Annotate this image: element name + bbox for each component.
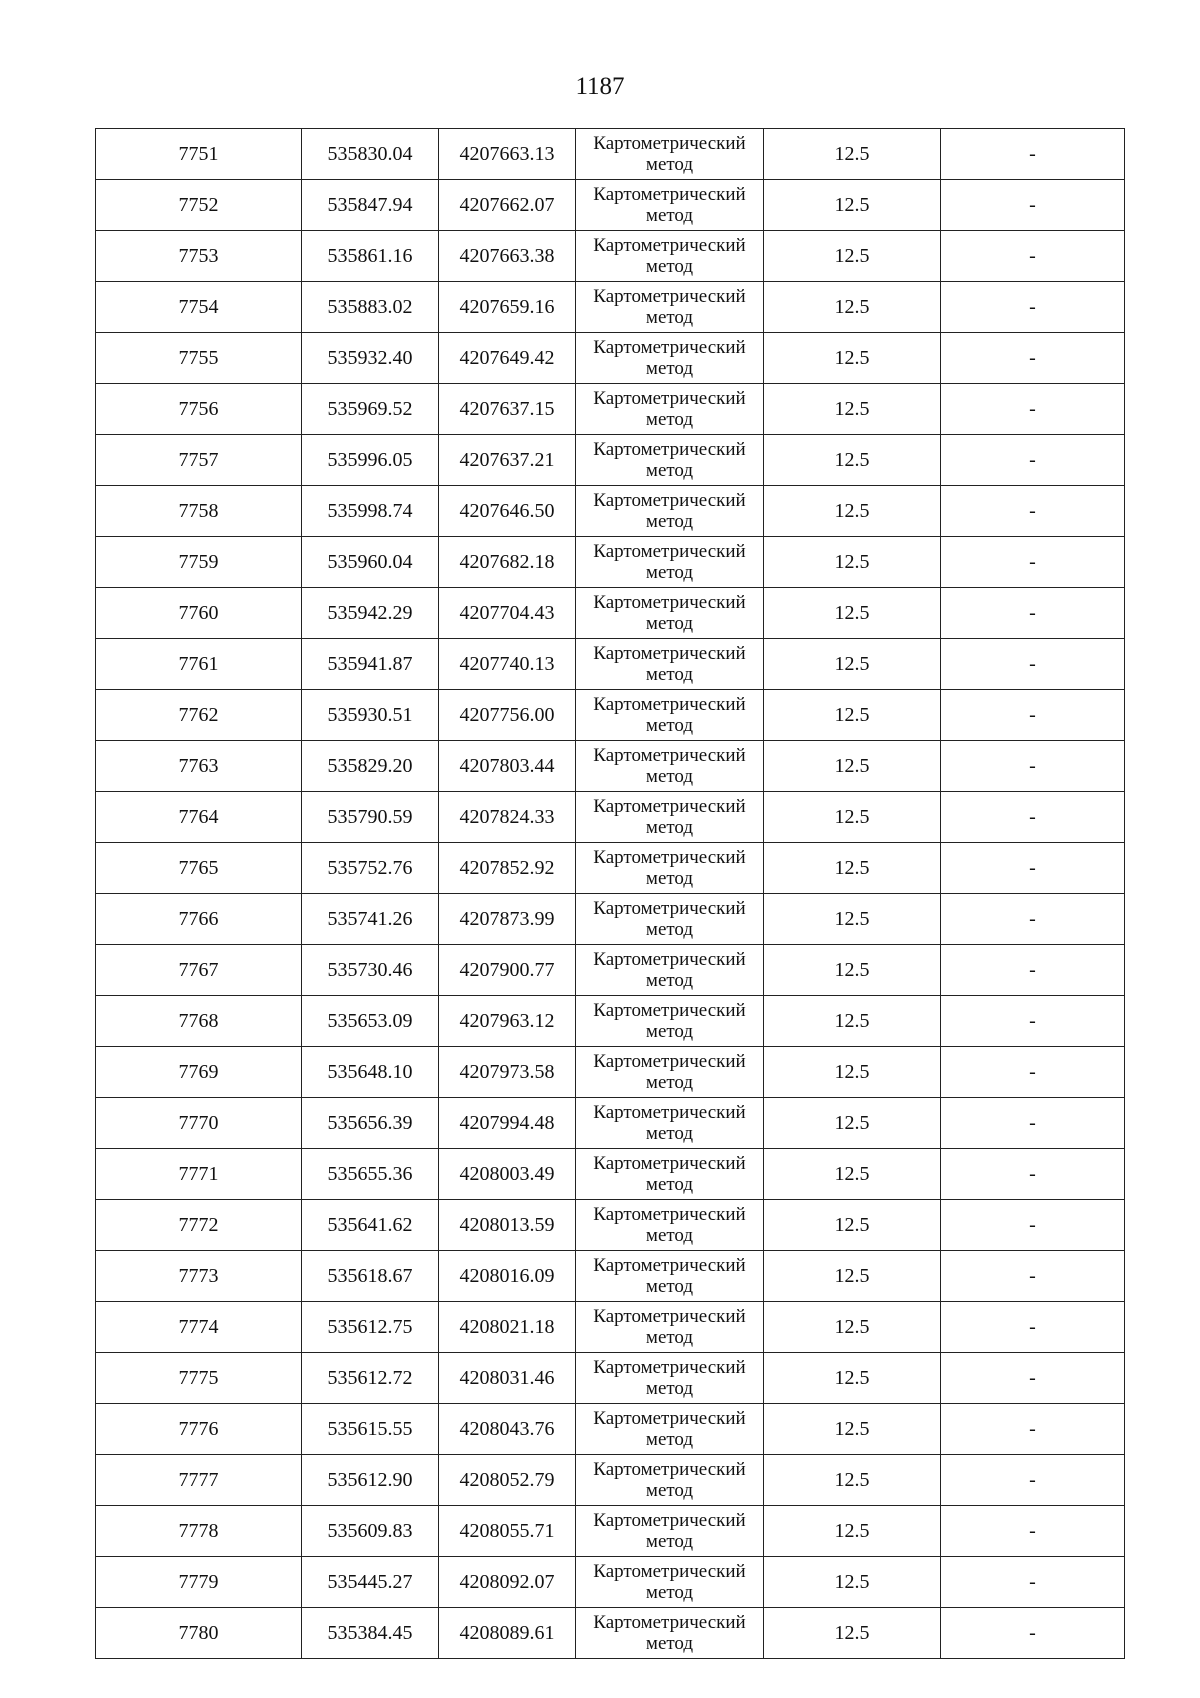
table-row — [96, 1200, 1125, 1251]
method-line-1: Картометрический — [593, 1561, 746, 1582]
method-cell — [576, 894, 764, 945]
point-number-cell: 7760 — [96, 588, 302, 639]
accuracy-cell: 12.5 — [764, 690, 941, 741]
x-coordinate-cell: 535445.27 — [302, 1557, 439, 1608]
method-cell — [576, 1506, 764, 1557]
table-row — [96, 894, 1125, 945]
table-row — [96, 996, 1125, 1047]
point-number-cell: 7775 — [96, 1353, 302, 1404]
table-row — [96, 282, 1125, 333]
note-cell: - — [941, 639, 1125, 690]
method-line-2: метод — [645, 868, 694, 889]
page-number: 1187 — [575, 73, 625, 100]
y-coordinate-cell: 4207663.13 — [439, 129, 576, 180]
method-line-1: Картометрический — [593, 796, 746, 817]
accuracy-cell: 12.5 — [764, 1353, 941, 1404]
point-number-cell: 7753 — [96, 231, 302, 282]
method-line-1: Картометрический — [593, 1153, 746, 1174]
x-coordinate-cell: 535829.20 — [302, 741, 439, 792]
method-line-1: Картометрический — [593, 1459, 746, 1480]
y-coordinate-cell: 4207704.43 — [439, 588, 576, 639]
accuracy-cell: 12.5 — [764, 180, 941, 231]
x-coordinate-cell: 535655.36 — [302, 1149, 439, 1200]
x-coordinate-cell: 535384.45 — [302, 1608, 439, 1659]
point-number-cell: 7755 — [96, 333, 302, 384]
method-line-2: метод — [645, 715, 694, 736]
note-cell: - — [941, 435, 1125, 486]
point-number-cell: 7758 — [96, 486, 302, 537]
method-cell — [576, 486, 764, 537]
accuracy-cell: 12.5 — [764, 333, 941, 384]
point-number-cell: 7759 — [96, 537, 302, 588]
point-number-cell: 7770 — [96, 1098, 302, 1149]
method-line-1: Картометрический — [593, 694, 746, 715]
note-cell: - — [941, 894, 1125, 945]
note-cell: - — [941, 282, 1125, 333]
note-cell: - — [941, 1149, 1125, 1200]
method-line-2: метод — [645, 1633, 694, 1654]
method-line-1: Картометрический — [593, 643, 746, 664]
table-row — [96, 486, 1125, 537]
method-line-1: Картометрический — [593, 745, 746, 766]
x-coordinate-cell: 535653.09 — [302, 996, 439, 1047]
note-cell: - — [941, 741, 1125, 792]
accuracy-cell: 12.5 — [764, 129, 941, 180]
method-line-1: Картометрический — [593, 541, 746, 562]
point-number-cell: 7751 — [96, 129, 302, 180]
y-coordinate-cell: 4208021.18 — [439, 1302, 576, 1353]
method-line-1: Картометрический — [593, 439, 746, 460]
method-line-2: метод — [645, 1327, 694, 1348]
method-cell — [576, 1200, 764, 1251]
x-coordinate-cell: 535830.04 — [302, 129, 439, 180]
point-number-cell: 7771 — [96, 1149, 302, 1200]
point-number-cell: 7774 — [96, 1302, 302, 1353]
y-coordinate-cell: 4207873.99 — [439, 894, 576, 945]
method-cell — [576, 996, 764, 1047]
method-cell — [576, 129, 764, 180]
accuracy-cell: 12.5 — [764, 894, 941, 945]
note-cell: - — [941, 1506, 1125, 1557]
method-line-2: метод — [645, 1123, 694, 1144]
table-row — [96, 384, 1125, 435]
method-line-2: метод — [645, 1480, 694, 1501]
method-cell — [576, 282, 764, 333]
point-number-cell: 7752 — [96, 180, 302, 231]
method-line-2: метод — [645, 460, 694, 481]
table-row — [96, 129, 1125, 180]
table-row — [96, 792, 1125, 843]
method-line-1: Картометрический — [593, 490, 746, 511]
x-coordinate-cell: 535883.02 — [302, 282, 439, 333]
note-cell: - — [941, 1098, 1125, 1149]
accuracy-cell: 12.5 — [764, 1506, 941, 1557]
table-row — [96, 231, 1125, 282]
note-cell: - — [941, 1455, 1125, 1506]
table-row — [96, 843, 1125, 894]
note-cell: - — [941, 792, 1125, 843]
y-coordinate-cell: 4207994.48 — [439, 1098, 576, 1149]
x-coordinate-cell: 535612.72 — [302, 1353, 439, 1404]
x-coordinate-cell: 535612.75 — [302, 1302, 439, 1353]
method-line-1: Картометрический — [593, 235, 746, 256]
y-coordinate-cell: 4208013.59 — [439, 1200, 576, 1251]
point-number-cell: 7773 — [96, 1251, 302, 1302]
y-coordinate-cell: 4207682.18 — [439, 537, 576, 588]
method-cell — [576, 588, 764, 639]
x-coordinate-cell: 535612.90 — [302, 1455, 439, 1506]
accuracy-cell: 12.5 — [764, 1302, 941, 1353]
method-line-2: метод — [645, 1429, 694, 1450]
note-cell: - — [941, 1047, 1125, 1098]
method-line-2: метод — [645, 1378, 694, 1399]
y-coordinate-cell: 4207663.38 — [439, 231, 576, 282]
coordinates-table — [95, 128, 1125, 1659]
method-line-1: Картометрический — [593, 1510, 746, 1531]
method-cell — [576, 435, 764, 486]
method-cell — [576, 1251, 764, 1302]
method-line-2: метод — [645, 562, 694, 583]
point-number-cell: 7756 — [96, 384, 302, 435]
point-number-cell: 7768 — [96, 996, 302, 1047]
method-line-2: метод — [645, 1531, 694, 1552]
method-line-1: Картометрический — [593, 184, 746, 205]
method-line-2: метод — [645, 817, 694, 838]
y-coordinate-cell: 4208052.79 — [439, 1455, 576, 1506]
method-cell — [576, 945, 764, 996]
table-row — [96, 588, 1125, 639]
accuracy-cell: 12.5 — [764, 1098, 941, 1149]
x-coordinate-cell: 535941.87 — [302, 639, 439, 690]
method-cell — [576, 231, 764, 282]
method-cell — [576, 1608, 764, 1659]
method-cell — [576, 690, 764, 741]
table-row — [96, 180, 1125, 231]
y-coordinate-cell: 4207852.92 — [439, 843, 576, 894]
x-coordinate-cell: 535730.46 — [302, 945, 439, 996]
y-coordinate-cell: 4207637.15 — [439, 384, 576, 435]
x-coordinate-cell: 535615.55 — [302, 1404, 439, 1455]
accuracy-cell: 12.5 — [764, 945, 941, 996]
method-line-1: Картометрический — [593, 1204, 746, 1225]
method-line-1: Картометрический — [593, 898, 746, 919]
point-number-cell: 7780 — [96, 1608, 302, 1659]
table-row — [96, 435, 1125, 486]
accuracy-cell: 12.5 — [764, 792, 941, 843]
method-line-1: Картометрический — [593, 1102, 746, 1123]
x-coordinate-cell: 535752.76 — [302, 843, 439, 894]
point-number-cell: 7767 — [96, 945, 302, 996]
y-coordinate-cell: 4208016.09 — [439, 1251, 576, 1302]
note-cell: - — [941, 588, 1125, 639]
x-coordinate-cell: 535656.39 — [302, 1098, 439, 1149]
method-line-2: метод — [645, 409, 694, 430]
method-cell — [576, 1404, 764, 1455]
y-coordinate-cell: 4207900.77 — [439, 945, 576, 996]
accuracy-cell: 12.5 — [764, 1149, 941, 1200]
method-line-1: Картометрический — [593, 592, 746, 613]
point-number-cell: 7778 — [96, 1506, 302, 1557]
point-number-cell: 7769 — [96, 1047, 302, 1098]
accuracy-cell: 12.5 — [764, 435, 941, 486]
x-coordinate-cell: 535641.62 — [302, 1200, 439, 1251]
note-cell: - — [941, 1404, 1125, 1455]
y-coordinate-cell: 4207756.00 — [439, 690, 576, 741]
table-row — [96, 1302, 1125, 1353]
table-row — [96, 537, 1125, 588]
method-cell — [576, 384, 764, 435]
accuracy-cell: 12.5 — [764, 1455, 941, 1506]
method-line-2: метод — [645, 256, 694, 277]
method-line-2: метод — [645, 1021, 694, 1042]
method-line-1: Картометрический — [593, 1357, 746, 1378]
y-coordinate-cell: 4207963.12 — [439, 996, 576, 1047]
point-number-cell: 7772 — [96, 1200, 302, 1251]
y-coordinate-cell: 4207659.16 — [439, 282, 576, 333]
accuracy-cell: 12.5 — [764, 537, 941, 588]
accuracy-cell: 12.5 — [764, 1200, 941, 1251]
y-coordinate-cell: 4207740.13 — [439, 639, 576, 690]
method-line-2: метод — [645, 511, 694, 532]
note-cell: - — [941, 1608, 1125, 1659]
accuracy-cell: 12.5 — [764, 1251, 941, 1302]
y-coordinate-cell: 4208031.46 — [439, 1353, 576, 1404]
point-number-cell: 7757 — [96, 435, 302, 486]
point-number-cell: 7763 — [96, 741, 302, 792]
point-number-cell: 7761 — [96, 639, 302, 690]
table-row — [96, 1098, 1125, 1149]
method-line-1: Картометрический — [593, 337, 746, 358]
method-line-1: Картометрический — [593, 133, 746, 154]
table-row — [96, 945, 1125, 996]
x-coordinate-cell: 535648.10 — [302, 1047, 439, 1098]
table-row — [96, 1557, 1125, 1608]
method-line-2: метод — [645, 919, 694, 940]
table-row — [96, 1149, 1125, 1200]
accuracy-cell: 12.5 — [764, 231, 941, 282]
table-row — [96, 690, 1125, 741]
table-row — [96, 639, 1125, 690]
point-number-cell: 7762 — [96, 690, 302, 741]
method-line-2: метод — [645, 766, 694, 787]
table-row — [96, 1251, 1125, 1302]
note-cell: - — [941, 384, 1125, 435]
method-line-1: Картометрический — [593, 847, 746, 868]
accuracy-cell: 12.5 — [764, 639, 941, 690]
point-number-cell: 7766 — [96, 894, 302, 945]
note-cell: - — [941, 843, 1125, 894]
method-cell — [576, 1098, 764, 1149]
table-row — [96, 1353, 1125, 1404]
x-coordinate-cell: 535847.94 — [302, 180, 439, 231]
method-cell — [576, 180, 764, 231]
y-coordinate-cell: 4207662.07 — [439, 180, 576, 231]
method-cell — [576, 792, 764, 843]
table-row — [96, 1608, 1125, 1659]
y-coordinate-cell: 4208043.76 — [439, 1404, 576, 1455]
method-line-1: Картометрический — [593, 1051, 746, 1072]
accuracy-cell: 12.5 — [764, 486, 941, 537]
method-cell — [576, 1557, 764, 1608]
method-line-1: Картометрический — [593, 1408, 746, 1429]
y-coordinate-cell: 4207637.21 — [439, 435, 576, 486]
accuracy-cell: 12.5 — [764, 1608, 941, 1659]
y-coordinate-cell: 4208003.49 — [439, 1149, 576, 1200]
method-line-2: метод — [645, 358, 694, 379]
y-coordinate-cell: 4207649.42 — [439, 333, 576, 384]
x-coordinate-cell: 535609.83 — [302, 1506, 439, 1557]
method-cell — [576, 1047, 764, 1098]
accuracy-cell: 12.5 — [764, 1404, 941, 1455]
method-line-2: метод — [645, 205, 694, 226]
accuracy-cell: 12.5 — [764, 282, 941, 333]
y-coordinate-cell: 4208055.71 — [439, 1506, 576, 1557]
note-cell: - — [941, 1251, 1125, 1302]
x-coordinate-cell: 535998.74 — [302, 486, 439, 537]
method-line-1: Картометрический — [593, 286, 746, 307]
point-number-cell: 7754 — [96, 282, 302, 333]
note-cell: - — [941, 945, 1125, 996]
note-cell: - — [941, 129, 1125, 180]
note-cell: - — [941, 486, 1125, 537]
x-coordinate-cell: 535741.26 — [302, 894, 439, 945]
method-line-1: Картометрический — [593, 949, 746, 970]
method-line-1: Картометрический — [593, 1612, 746, 1633]
method-cell — [576, 741, 764, 792]
method-line-2: метод — [645, 970, 694, 991]
method-line-2: метод — [645, 1072, 694, 1093]
point-number-cell: 7777 — [96, 1455, 302, 1506]
y-coordinate-cell: 4207824.33 — [439, 792, 576, 843]
table-row — [96, 1404, 1125, 1455]
x-coordinate-cell: 535996.05 — [302, 435, 439, 486]
table-row — [96, 1047, 1125, 1098]
y-coordinate-cell: 4207803.44 — [439, 741, 576, 792]
y-coordinate-cell: 4207646.50 — [439, 486, 576, 537]
accuracy-cell: 12.5 — [764, 741, 941, 792]
method-line-2: метод — [645, 664, 694, 685]
method-cell — [576, 1149, 764, 1200]
x-coordinate-cell: 535861.16 — [302, 231, 439, 282]
x-coordinate-cell: 535790.59 — [302, 792, 439, 843]
accuracy-cell: 12.5 — [764, 588, 941, 639]
point-number-cell: 7765 — [96, 843, 302, 894]
accuracy-cell: 12.5 — [764, 1557, 941, 1608]
method-line-2: метод — [645, 1582, 694, 1603]
note-cell: - — [941, 333, 1125, 384]
method-cell — [576, 333, 764, 384]
method-line-1: Картометрический — [593, 1255, 746, 1276]
method-cell — [576, 843, 764, 894]
y-coordinate-cell: 4208092.07 — [439, 1557, 576, 1608]
note-cell: - — [941, 537, 1125, 588]
point-number-cell: 7776 — [96, 1404, 302, 1455]
table-row — [96, 333, 1125, 384]
method-cell — [576, 639, 764, 690]
method-line-2: метод — [645, 154, 694, 175]
accuracy-cell: 12.5 — [764, 384, 941, 435]
x-coordinate-cell: 535932.40 — [302, 333, 439, 384]
method-line-2: метод — [645, 1174, 694, 1195]
note-cell: - — [941, 1200, 1125, 1251]
method-line-1: Картометрический — [593, 388, 746, 409]
accuracy-cell: 12.5 — [764, 843, 941, 894]
table-row — [96, 1506, 1125, 1557]
x-coordinate-cell: 535942.29 — [302, 588, 439, 639]
method-cell — [576, 1302, 764, 1353]
method-line-1: Картометрический — [593, 1000, 746, 1021]
y-coordinate-cell: 4207973.58 — [439, 1047, 576, 1098]
point-number-cell: 7779 — [96, 1557, 302, 1608]
note-cell: - — [941, 996, 1125, 1047]
note-cell: - — [941, 690, 1125, 741]
note-cell: - — [941, 231, 1125, 282]
note-cell: - — [941, 1557, 1125, 1608]
method-cell — [576, 537, 764, 588]
table-row — [96, 1455, 1125, 1506]
y-coordinate-cell: 4208089.61 — [439, 1608, 576, 1659]
method-cell — [576, 1353, 764, 1404]
method-cell — [576, 1455, 764, 1506]
method-line-2: метод — [645, 1225, 694, 1246]
method-line-1: Картометрический — [593, 1306, 746, 1327]
x-coordinate-cell: 535618.67 — [302, 1251, 439, 1302]
note-cell: - — [941, 1302, 1125, 1353]
point-number-cell: 7764 — [96, 792, 302, 843]
x-coordinate-cell: 535930.51 — [302, 690, 439, 741]
x-coordinate-cell: 535969.52 — [302, 384, 439, 435]
note-cell: - — [941, 1353, 1125, 1404]
accuracy-cell: 12.5 — [764, 996, 941, 1047]
accuracy-cell: 12.5 — [764, 1047, 941, 1098]
method-line-2: метод — [645, 613, 694, 634]
note-cell: - — [941, 180, 1125, 231]
coordinates-table-body — [96, 129, 1125, 1659]
x-coordinate-cell: 535960.04 — [302, 537, 439, 588]
method-line-2: метод — [645, 307, 694, 328]
method-line-2: метод — [645, 1276, 694, 1297]
table-row — [96, 741, 1125, 792]
